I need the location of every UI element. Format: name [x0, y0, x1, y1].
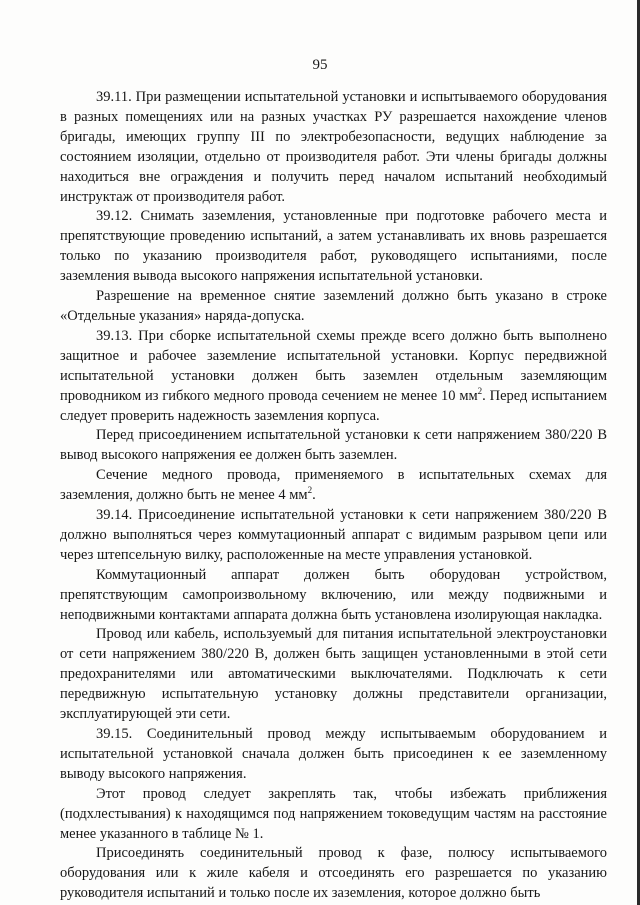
- paragraph-39-15-wire-fixing: Этот провод следует закреплять так, чтобы избежать приближения (подхлестывания) к находящимся под напряжением токоведущим частям на расстояние менее указанного в таблице № 1.: [60, 785, 607, 842]
- paragraph-39-13: [60, 327, 607, 427]
- paragraph-39-14-supply-cable: Провод или кабель, используемый для питания испытательной электроустановки от сети напряжением 380/220 В, должен быть защищен установленными в этой сети предохранителями или автоматическими выключателями. Подключать к сети передвижную испытательную установку должны представители организации, эксплуатирующей эти сети.: [60, 626, 607, 723]
- paragraph-39-11: 39.11. При размещении испытательной установки и испытываемого оборудования в разных помещениях или на разных участках РУ разрешается нахождение членов бригады, имеющих группу III по электробезопасности, ведущих наблюдение за состоянием изоляции, отдельно от производителя работ. Эти члены бригады должны находиться вне ограждения и получить перед началом испытаний необходимый инструктаж от производителя работ.: [60, 89, 607, 205]
- paragraph-39-13-wire-section-text: Сечение медного провода, применяемого в испытательных схемах для заземления, должно быть не менее 4 мм: [60, 467, 607, 504]
- paragraph-39-12-removal-permission: Разрешение на временное снятие заземлений должно быть указано в строке «Отдельные указания» наряда-допуска.: [60, 288, 607, 324]
- paragraph-39-13-text-end: . Перед испытанием следует проверить надежность заземления корпуса.: [60, 387, 607, 424]
- paragraph-39-15: 39.15. Соединительный провод между испытываемым оборудованием и испытательной установкой сначала должен быть присоединен к ее заземленному выводу высокого напряжения.: [60, 726, 607, 782]
- paragraph-39-14: 39.14. Присоединение испытательной установки к сети напряжением 380/220 В должно выполняться через коммутационный аппарат с видимым разрывом цепи или через штепсельную вилку, расположенные на месте управления установкой.: [60, 507, 607, 563]
- page-body: [60, 88, 607, 904]
- paragraph-39-13-wire-section: [60, 466, 607, 506]
- paragraph-39-12: 39.12. Снимать заземления, установленные при подготовке рабочего места и препятствующие проведению испытаний, а затем устанавливать их вновь разрешается только по указанию производителя работ, руководящего испытаниями, после заземления вывода высокого напряжения испытательной установки.: [60, 208, 607, 285]
- paragraph-39-13-hv-grounding: Перед присоединением испытательной установки к сети напряжением 380/220 В вывод высокого напряжения ее должен быть заземлен.: [60, 427, 607, 464]
- paragraph-39-14-switching-device: Коммутационный аппарат должен быть оборудован устройством, препятствующим самопроизвольному включению, или между подвижными и неподвижными контактами аппарата должна быть установлена изолирующая накладка.: [60, 566, 607, 623]
- paragraph-39-15-connection-order: Присоединять соединительный провод к фазе, полюсу испытываемого оборудования или к жиле кабеля и отсоединять его разрешается по указанию руководителя испытаний и только после их заземления, которое должно быть: [60, 845, 607, 902]
- paragraph-39-13-text: 39.13. При сборке испытательной схемы прежде всего должно быть выполнено защитное и рабочее заземление испытательной установки. Корпус передвижной испытательной установки должен быть заземлен отдельным заземляющим проводником из гибкого медного провода сечением не менее 10 мм: [60, 327, 607, 404]
- superscript: 2: [477, 385, 483, 396]
- page-number: 95: [312, 57, 328, 73]
- paragraph-39-13-wire-section-end: .: [312, 487, 316, 504]
- superscript: 2: [307, 485, 313, 496]
